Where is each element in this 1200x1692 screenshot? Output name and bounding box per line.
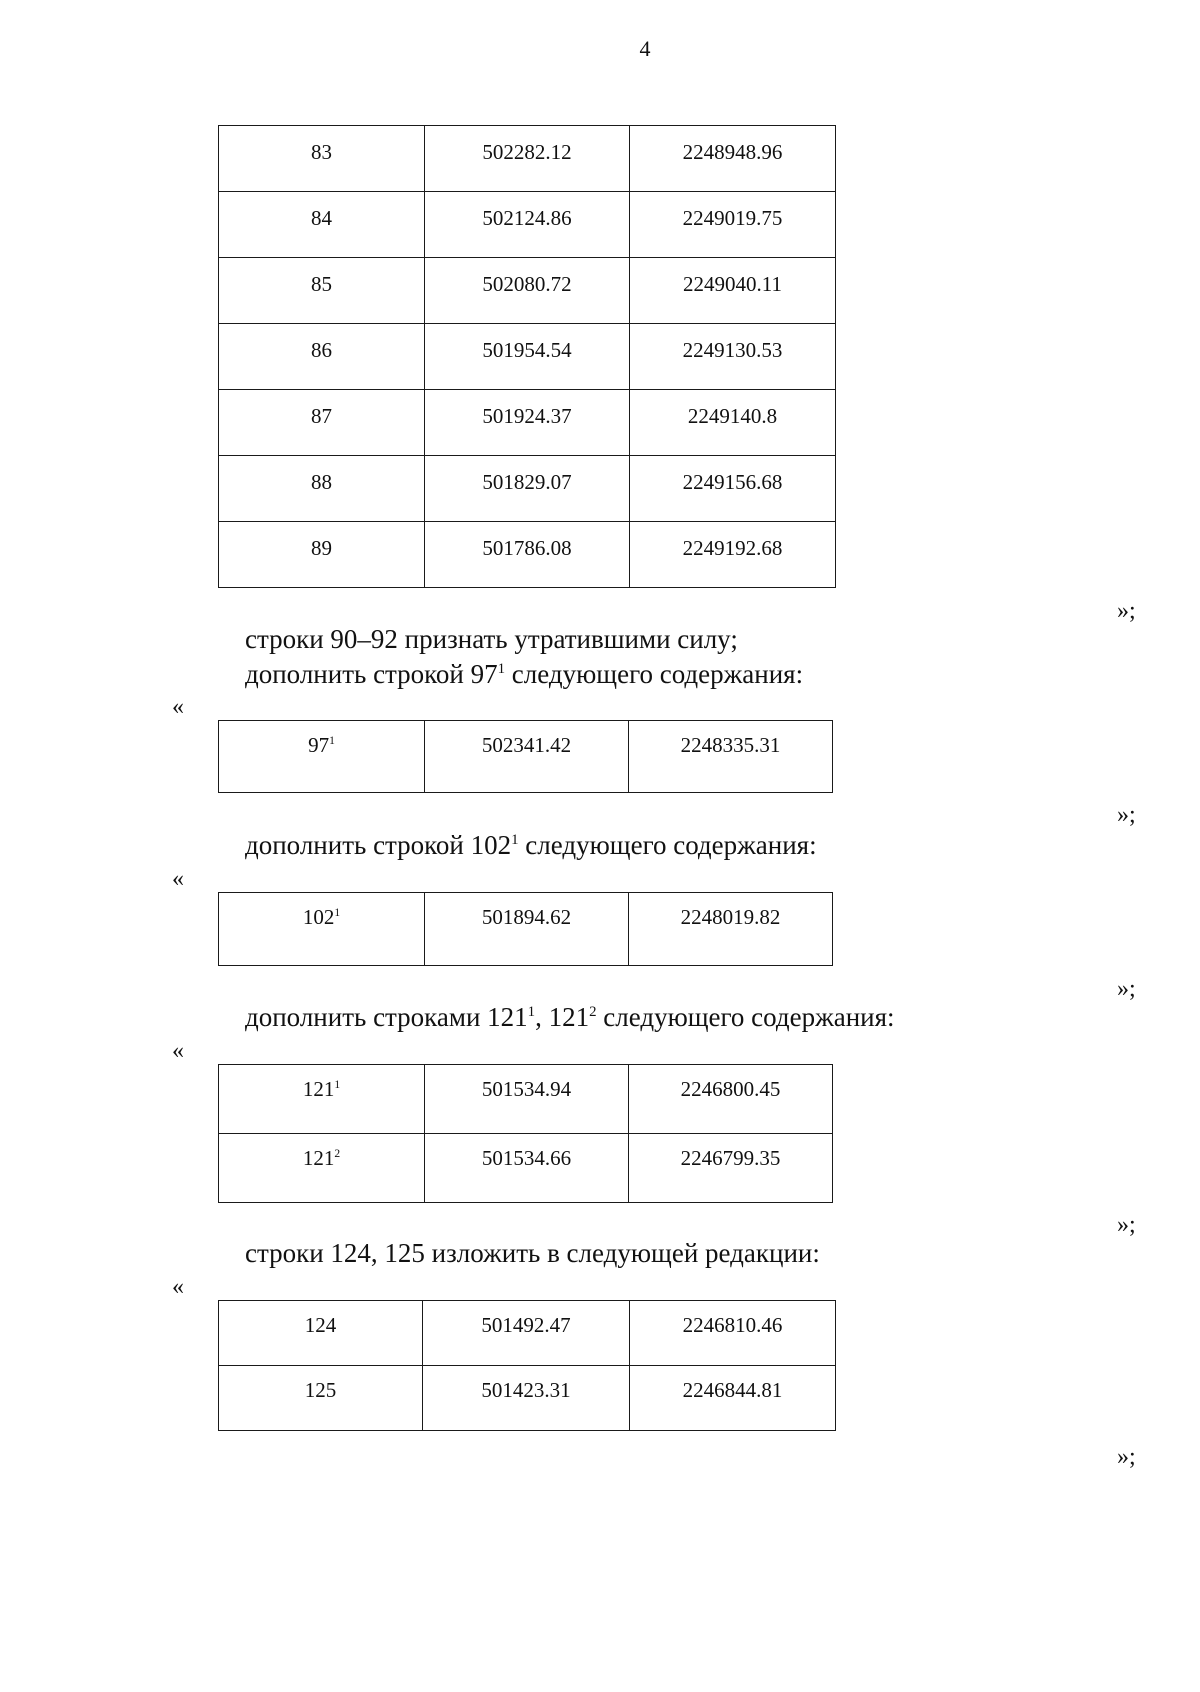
paragraph-add-row-102: дополнить строкой $102^1$ следующего содержания:	[245, 830, 817, 860]
y-coordinate: 2246844.81	[682, 1378, 783, 1402]
point-number: 125	[304, 1378, 337, 1402]
paragraph-add-rows-121: дополнить строками $121^1$, $121^2$ следующего содержания:	[245, 1002, 895, 1032]
table-row	[219, 1301, 836, 1366]
table-row	[219, 1065, 833, 1134]
x-coordinate: 501534.66	[481, 1146, 572, 1170]
opening-quote: «	[172, 866, 184, 892]
x-coordinate: 502341.42	[481, 733, 572, 757]
closing-quote: »;	[1117, 1212, 1136, 1238]
x-coordinate: 501786.08	[482, 536, 572, 560]
table-row	[219, 390, 836, 456]
coordinates-table-121	[218, 1064, 833, 1203]
paragraph-repeal-rows: строки 90–92 признать утратившими силу;	[245, 624, 738, 654]
coordinates-table-102	[218, 892, 833, 966]
coordinates-table-1	[218, 125, 836, 588]
table-row	[219, 1134, 833, 1203]
y-coordinate: 2249130.53	[682, 338, 783, 362]
table-row	[219, 192, 836, 258]
table-row	[219, 1366, 836, 1431]
closing-quote: »;	[1117, 802, 1136, 828]
x-coordinate: 501924.37	[482, 404, 572, 428]
point-number: 88	[311, 470, 332, 494]
y-coordinate: 2248335.31	[680, 733, 781, 757]
paragraph-revise-rows: строки 124, 125 изложить в следующей редакции:	[245, 1238, 820, 1268]
point-number: 83	[311, 140, 332, 164]
table-row	[219, 258, 836, 324]
page-number: 4	[639, 36, 651, 61]
y-coordinate: 2248948.96	[682, 140, 783, 164]
x-coordinate: 502080.72	[482, 272, 572, 296]
point-number: $121^1$	[302, 1077, 341, 1101]
point-number: $102^1$	[302, 905, 341, 929]
point-number: 85	[311, 272, 332, 296]
table-row	[219, 126, 836, 192]
point-number: 87	[311, 404, 332, 428]
point-number: 86	[311, 338, 332, 362]
y-coordinate: 2249019.75	[682, 206, 783, 230]
x-coordinate: 501829.07	[482, 470, 572, 494]
table-row	[219, 324, 836, 390]
y-coordinate: 2249040.11	[683, 272, 782, 296]
table-row	[219, 456, 836, 522]
opening-quote: «	[172, 694, 184, 720]
paragraph-add-row-97: дополнить строкой $97^1$ следующего содержания:	[245, 659, 804, 689]
x-coordinate: 502124.86	[482, 206, 572, 230]
opening-quote: «	[172, 1038, 184, 1064]
coordinates-table-124-125	[218, 1300, 836, 1431]
point-number: 89	[311, 536, 332, 560]
x-coordinate: 501534.94	[481, 1077, 572, 1101]
x-coordinate: 501954.54	[482, 338, 572, 362]
y-coordinate: 2246799.35	[680, 1146, 781, 1170]
x-coordinate: 501423.31	[481, 1378, 571, 1402]
y-coordinate: 2249192.68	[682, 536, 783, 560]
closing-quote: »;	[1117, 598, 1136, 624]
table-row	[219, 522, 836, 588]
x-coordinate: 501492.47	[481, 1313, 571, 1337]
table-row	[219, 893, 833, 966]
closing-quote: »;	[1117, 976, 1136, 1002]
point-number: 124	[304, 1313, 337, 1337]
y-coordinate: 2249140.8	[687, 404, 778, 428]
point-number: $97^1$	[308, 733, 335, 757]
y-coordinate: 2248019.82	[680, 905, 781, 929]
table-row	[219, 721, 833, 793]
opening-quote: «	[172, 1274, 184, 1300]
x-coordinate: 501894.62	[481, 905, 572, 929]
coordinates-table-97	[218, 720, 833, 793]
point-number: $121^2$	[302, 1146, 341, 1170]
y-coordinate: 2246810.46	[682, 1313, 783, 1337]
x-coordinate: 502282.12	[482, 140, 572, 164]
point-number: 84	[311, 206, 332, 230]
y-coordinate: 2249156.68	[682, 470, 783, 494]
closing-quote: »;	[1117, 1444, 1136, 1470]
y-coordinate: 2246800.45	[680, 1077, 781, 1101]
